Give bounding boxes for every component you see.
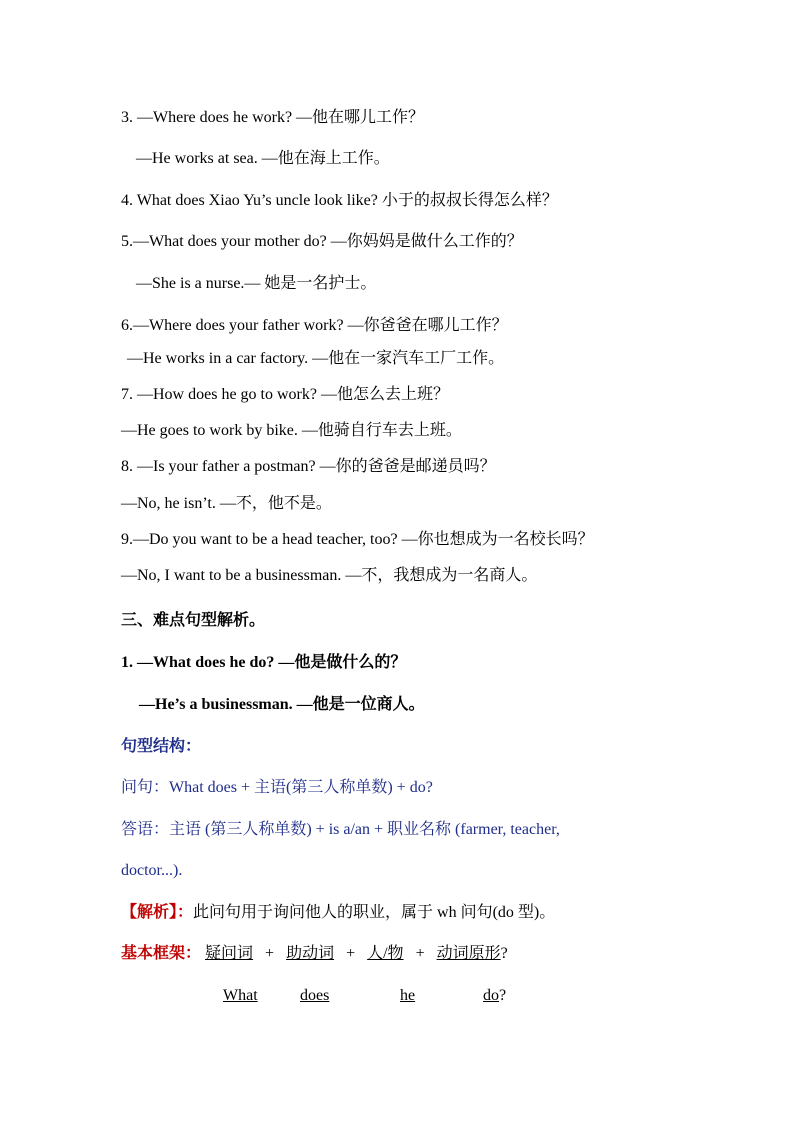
dialogue-7-question: 7. —How does he go to work? —他怎么去上班？ xyxy=(121,386,449,403)
frame-part-wh-word: 疑问词 xyxy=(205,945,254,962)
example-word-does: does xyxy=(300,987,330,1004)
frame-plus-3: + xyxy=(415,945,425,962)
dialogue-8-answer: —No, he isn’t. —不，他不是。 xyxy=(121,495,332,512)
analysis-label: 【解析】： xyxy=(121,904,194,921)
question-label: 问句： xyxy=(121,779,170,796)
dialogue-3-question: 3. —Where does he work? —他在哪儿工作？ xyxy=(121,109,425,126)
answer-text-2: doctor...). xyxy=(121,862,183,879)
answer-pattern xyxy=(121,820,560,840)
example-word-he: he xyxy=(400,987,416,1004)
structure-label: 句型结构： xyxy=(121,738,202,755)
example-word-do-text: do xyxy=(483,987,499,1004)
dialogue-5-question: 5.—What does your mother do? —你妈妈是做什么工作的？ xyxy=(121,233,523,250)
analysis xyxy=(121,903,555,923)
analysis-text: 此问句用于询问他人的职业，属于 wh 问句(do 型)。 xyxy=(193,904,556,921)
dialogue-8-question: 8. —Is your father a postman? —你的爸爸是邮递员吗？ xyxy=(121,458,496,475)
frame-part-base-verb: 动词原形 xyxy=(436,945,501,962)
frame-end: ? xyxy=(500,945,508,962)
dialogue-4-question: 4. What does Xiao Yu’s uncle look like? 小于的叔叔长得怎么样？ xyxy=(121,192,558,209)
example-1-answer: —He’s a businessman. —他是一位商人。 xyxy=(139,696,425,713)
basic-frame xyxy=(121,944,508,964)
answer-label: 答语： xyxy=(121,821,170,838)
question-pattern xyxy=(121,778,433,798)
frame-part-auxiliary: 助动词 xyxy=(286,945,335,962)
frame-plus-2: + xyxy=(346,945,356,962)
example-word-do xyxy=(483,986,506,1006)
example-end: ? xyxy=(499,987,507,1004)
dialogue-5-answer: —She is a nurse.— 她是一名护士。 xyxy=(136,275,377,292)
section-heading: 三、难点句型解析。 xyxy=(121,612,266,629)
dialogue-6-answer: —He works in a car factory. —他在一家汽车工厂工作。 xyxy=(127,350,505,367)
frame-plus-1: + xyxy=(265,945,275,962)
dialogue-9-answer: —No, I want to be a businessman. —不，我想成为一名商人。 xyxy=(121,567,538,584)
question-text: What does + 主语(第三人称单数) + do? xyxy=(169,779,433,796)
answer-text-1: 主语 (第三人称单数) + is a/an + 职业名称 (farmer, teacher, xyxy=(169,821,560,838)
dialogue-7-answer: —He goes to work by bike. —他骑自行车去上班。 xyxy=(121,422,462,439)
frame-part-subject: 人/物 xyxy=(367,945,404,962)
example-word-what: What xyxy=(223,987,258,1004)
example-1-question: 1. —What does he do? —他是做什么的？ xyxy=(121,654,407,671)
dialogue-9-question: 9.—Do you want to be a head teacher, too? —你也想成为一名校长吗？ xyxy=(121,531,594,548)
dialogue-3-answer: —He works at sea. —他在海上工作。 xyxy=(136,150,390,167)
dialogue-6-question: 6.—Where does your father work? —你爸爸在哪儿工作？ xyxy=(121,317,508,334)
frame-label: 基本框架： xyxy=(121,945,202,962)
